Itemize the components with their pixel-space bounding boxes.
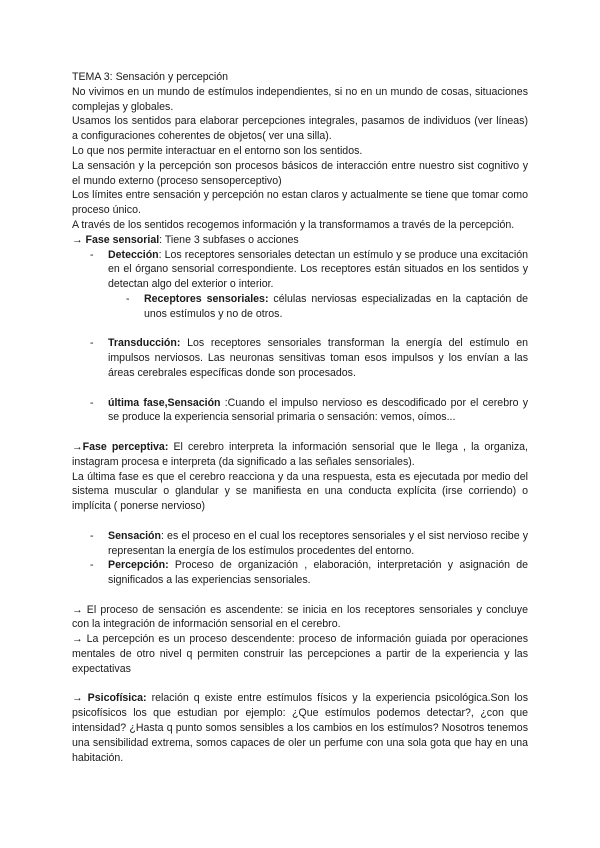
page-title: TEMA 3: Sensación y percepción: [72, 71, 229, 83]
proceso-ascendente-paragraph: → El proceso de sensación es ascendente: se inicia en los receptores sensoriales y concluye con la integración de información sensorial en el cerebro.: [72, 603, 528, 631]
spacer: [72, 322, 528, 337]
arrow-icon: →: [72, 440, 83, 453]
intro-paragraph-6: A través de los sentidos recogemos información y la transformamos a través de la percepción.: [72, 218, 515, 231]
bullet-dash: -: [90, 248, 94, 261]
fase-perceptiva-paragraph: [72, 440, 528, 470]
bullet-dash: -: [90, 337, 94, 350]
spacer: [72, 677, 528, 692]
receptores-term: Receptores sensoriales:: [144, 292, 269, 305]
list-item-percepcion: [72, 558, 528, 588]
transduccion-term: Transducción:: [108, 337, 181, 350]
intro-paragraph-2: Usamos los sentidos para elaborar percepciones integrales, pasamos de individuos (ver líneas) a configuraciones coherentes de objetos( ver una silla).: [72, 115, 528, 143]
bullet-dash: -: [126, 292, 130, 305]
fase-sensorial-heading: [72, 233, 528, 248]
bullet-dash: -: [90, 529, 94, 542]
list-item-ultima-fase: [72, 396, 528, 426]
document-page: [72, 70, 528, 765]
list-item-transduccion: [72, 336, 528, 380]
deteccion-text: : Los receptores sensoriales detectan un estímulo y se produce una excitación en el órgano sensorial correspondiente. Los receptores están situados en los sentidos y detectan algo del exterior o interior.: [108, 248, 528, 291]
spacer: [72, 588, 528, 603]
psicofisica-term: Psicofísica:: [87, 692, 147, 705]
receptores-text: células nerviosas especializadas en la captación de unos estímulos y no de otros.: [144, 292, 528, 320]
psicofisica-paragraph: [72, 691, 528, 765]
ultima-fase-text: :Cuando el impulso nervioso es descodificado por el cerebro y se produce la experiencia sensorial primaria o sensación: vemos, oímos...: [108, 396, 528, 424]
percepcion-term: Percepción:: [108, 559, 169, 572]
fase-sensorial-term: Fase sensorial: [85, 233, 160, 246]
fase-perceptiva-text: El cerebro interpreta la información sensorial que le llega , la organiza, instagram procesa e interpreta (da significado a las señales sensoriales).: [72, 440, 528, 468]
sensacion-term: Sensación: [108, 529, 161, 542]
percepcion-text: Proceso de organización , elaboración, interpretación y asignación de significados a las experiencias sensoriales.: [108, 559, 528, 587]
deteccion-term: Detección: [108, 248, 159, 261]
fase-perceptiva-term: Fase perceptiva:: [82, 440, 169, 453]
intro-paragraph-1: No vivimos en un mundo de estímulos independientes, si no en un mundo de cosas, situaciones complejas y globales.: [72, 85, 528, 113]
arrow-icon: →: [72, 692, 83, 705]
intro-paragraph-5: Los límites entre sensación y percepción no estan claros y actualmente se tiene que tomar como proceso único.: [72, 189, 528, 217]
spacer: [72, 514, 528, 529]
spacer: [72, 381, 528, 396]
bullet-dash: -: [90, 396, 94, 409]
list-item-receptores: [72, 292, 528, 322]
respuesta-paragraph: La última fase es que el cerebro reacciona y da una respuesta, esta es ejecutada por medio del sistema muscular o glandular y se manifiesta en una conducta explícita (irse corriendo) o implícita ( ponerse nervioso): [72, 470, 528, 513]
proceso-descendente-paragraph: → La percepción es un proceso descendente: proceso de información guiada por operaciones mentales de otro nivel q permiten construir las percepciones a partir de la experiencia y las expectativas: [72, 633, 528, 675]
intro-paragraph-4: La sensación y la percepción son procesos básicos de interacción entre nuestro sist cognitivo y el mundo externo (proceso sensoperceptivo): [72, 159, 528, 187]
bullet-dash: -: [90, 559, 94, 572]
spacer: [72, 425, 528, 440]
list-item-sensacion: [72, 529, 528, 559]
sensacion-text: : es el proceso en el cual los receptores sensoriales y el sist nervioso recibe y representan la energía de los estímulos procedentes del entorno.: [108, 529, 528, 557]
arrow-icon: →: [72, 233, 83, 246]
ultima-fase-term: última fase,Sensación: [108, 396, 221, 409]
psicofisica-text: relación q existe entre estímulos físicos y la experiencia psicológica.Son los psicofísicos los que estudian por ejemplo: ¿Que estímulos podemos detectar?, ¿con que intensidad? ¿Hasta q punto somos sensibles a los cambios en los estímulos? Nosotros tenemos una sensibilidad extrema, somos capaces de oler un perfume con una sola gota que hay en una habitación.: [72, 692, 528, 764]
transduccion-text: Los receptores sensoriales transforman la energía del estímulo en impulsos nerviosos. Las neuronas sensitivas toman esos impulsos y los envían a las áreas cerebrales específicas donde son procesados.: [108, 337, 528, 379]
list-item-deteccion: [72, 248, 528, 292]
intro-paragraph-3: Lo que nos permite interactuar en el entorno son los sentidos.: [72, 144, 363, 157]
fase-sensorial-text: : Tiene 3 subfases o acciones: [159, 233, 299, 246]
